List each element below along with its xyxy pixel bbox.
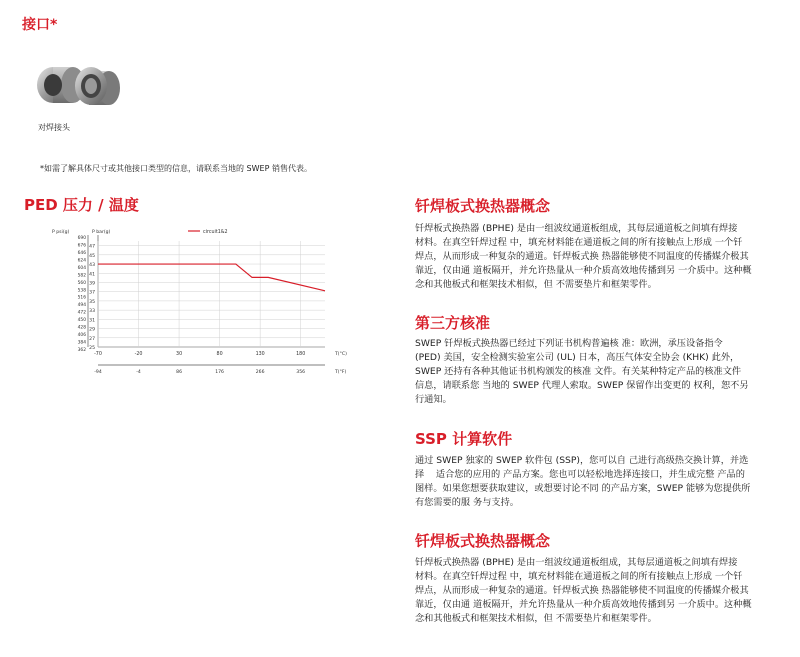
x-axis-label-f: T(°F)	[335, 370, 347, 375]
y-tick-label-psi: 538	[77, 288, 86, 294]
y-tick-label-bar: 47	[89, 244, 95, 250]
y-axis-label-psi: P psi(g)	[52, 230, 70, 235]
body-line: 有您需要的服 务与支持。	[415, 497, 519, 508]
y-tick-label-psi: 560	[77, 280, 86, 286]
y-tick-label-bar: 25	[89, 346, 95, 351]
y-tick-label-bar: 33	[89, 309, 95, 315]
y-tick-label-bar: 27	[89, 336, 95, 342]
section-body	[415, 337, 785, 407]
y-axis-label-bar: P bar(g)	[92, 230, 111, 235]
y-tick-label-psi: 604	[77, 265, 86, 271]
section-title: 第三方核准	[415, 314, 491, 332]
body-line: 信息，请联系您 当地的 SWEP 代理人索取。SWEP 保留作出变更的 权利，恕不另	[415, 380, 749, 391]
y-tick-label-psi: 516	[77, 295, 86, 301]
x-tick-label-c: 30	[176, 352, 183, 357]
body-line: SWEP 钎焊板式换热器已经过下列证书机构普遍核 准：欧洲，承压设备指令	[415, 338, 723, 349]
y-tick-label-psi: 384	[77, 340, 86, 346]
y-tick-label-bar: 29	[89, 327, 95, 333]
y-tick-label-psi: 406	[77, 333, 86, 339]
x-tick-label-c: 80	[216, 352, 223, 357]
footnote: *如需了解具体尺寸或其他接口类型的信息，请联系当地的 SWEP 销售代表。	[40, 164, 312, 173]
body-line: (PED) 美国，安全检测实验室公司 (UL) 日本，高压气体安全协会 (KHK) 此外，	[415, 352, 740, 363]
section-body	[415, 222, 785, 292]
body-line: 通过 SWEP 独家的 SWEP 软件包 (SSP)，您可以自 己进行高级热交换计算，并选	[415, 455, 749, 466]
body-line: 焊点，从而形成一种复杂的通道。钎焊板式换 热器能够使不同温度的传播媒介极其	[415, 251, 749, 262]
x-axis-label-c: T(°C)	[335, 352, 347, 357]
section-title: 钎焊板式换热器概念	[415, 532, 551, 550]
y-tick-label-bar: 37	[89, 290, 95, 296]
body-line: 行通知。	[415, 394, 452, 405]
body-line: 靠近，仅由通 道板隔开，并允许热量从一种介质高效地传播到另 一介质中。这种概	[415, 599, 752, 610]
series-line	[98, 264, 325, 291]
y-tick-label-psi: 472	[77, 310, 86, 316]
x-tick-label-c: 130	[255, 352, 265, 357]
x-tick-label-f: 356	[296, 370, 306, 375]
interface-title: 接口*	[22, 17, 58, 33]
y-tick-label-bar: 35	[89, 299, 95, 305]
body-line: 择 适合您的应用的 产品方案。您也可以轻松地选择连接口，并生成完整 产品的	[415, 469, 745, 480]
weld-fitting-image	[25, 55, 125, 110]
x-tick-label-f: 266	[255, 370, 265, 375]
section-title: SSP 计算软件	[415, 430, 513, 448]
body-line: 焊点，从而形成一种复杂的通道。钎焊板式换 热器能够使不同温度的传播媒介极其	[415, 585, 749, 596]
ped-pressure-temperature-chart	[40, 225, 360, 380]
fitting-caption: 对焊接头	[38, 123, 70, 132]
y-tick-label-bar: 31	[89, 318, 95, 324]
y-tick-label-psi: 428	[77, 325, 86, 331]
x-tick-label-f: 86	[176, 370, 183, 375]
body-line: 念和其他板式和框架技术相似，但 不需要垫片和框架零件。	[415, 613, 657, 624]
y-tick-label-psi: 450	[77, 318, 86, 324]
y-tick-label-bar: 43	[89, 263, 95, 269]
body-line: 靠近，仅由通 道板隔开，并允许热量从一种介质高效地传播到另 一介质中。这种概	[415, 265, 752, 276]
section-body	[415, 556, 785, 626]
y-tick-label-psi: 646	[77, 250, 86, 256]
y-tick-label-psi: 690	[77, 236, 86, 241]
y-tick-label-psi: 582	[77, 273, 86, 279]
y-tick-label-psi: 494	[77, 303, 86, 309]
body-line: 钎焊板式换热器 (BPHE) 是由一组波纹通道板组成，其每层通道板之间填有焊接	[415, 557, 738, 568]
y-tick-label-bar: 41	[89, 272, 95, 278]
body-line: 钎焊板式换热器 (BPHE) 是由一组波纹通道板组成，其每层通道板之间填有焊接	[415, 223, 738, 234]
body-line: 材料。在真空钎焊过程 中，填充材料能在通道板之间的所有接触点上形成 一个钎	[415, 237, 743, 248]
y-tick-label-psi: 676	[77, 243, 86, 249]
x-tick-label-f: 176	[215, 370, 224, 375]
body-line: 念和其他板式和框架技术相似，但 不需要垫片和框架零件。	[415, 279, 657, 290]
body-line: 材料。在真空钎焊过程 中，填充材料能在通道板之间的所有接触点上形成 一个钎	[415, 571, 743, 582]
x-tick-label-c: 180	[296, 352, 306, 357]
ped-title: PED 压力 / 温度	[24, 196, 139, 214]
y-tick-label-psi: 362	[77, 348, 86, 353]
y-tick-label-bar: 39	[89, 281, 95, 287]
x-tick-label-f: -4	[136, 370, 141, 375]
x-tick-label-c: -20	[134, 352, 143, 357]
section-title: 钎焊板式换热器概念	[415, 197, 551, 215]
body-line: 图样。如果您想要获取建议，或想要讨论不同 的产品方案，SWEP 能够为您提供所	[415, 483, 751, 494]
x-tick-label-c: -70	[94, 352, 102, 357]
section-body	[415, 454, 785, 510]
legend-label: circuit1&2	[203, 230, 228, 235]
y-tick-label-bar: 45	[89, 253, 95, 259]
body-line: SWEP 还持有各种其他证书机构颁发的核准 文件。有关某种特定产品的核准文件	[415, 366, 742, 377]
x-tick-label-f: -94	[94, 370, 102, 375]
y-tick-label-psi: 624	[77, 258, 86, 264]
